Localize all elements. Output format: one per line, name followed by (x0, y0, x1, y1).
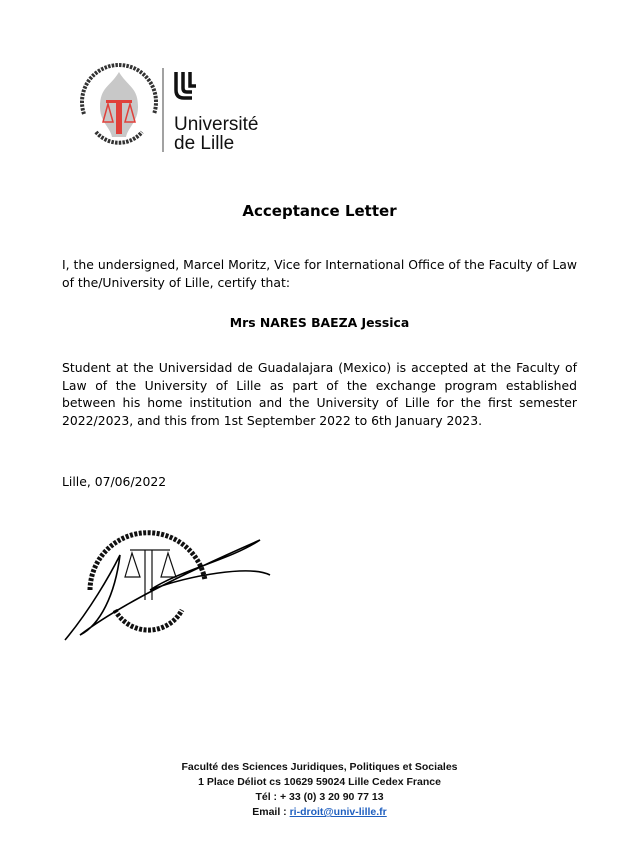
intro-paragraph: I, the undersigned, Marcel Moritz, Vice for International Office of the Faculty of Law of the/University of Lille, certify that: (62, 257, 577, 290)
footer-phone: Tél : + 33 (0) 3 20 90 77 13 (255, 791, 384, 803)
seal-icon (82, 65, 156, 143)
stamp-lettering-top (90, 533, 205, 590)
university-logo (70, 62, 270, 157)
ull-mark-icon (176, 72, 196, 98)
letter-title: Acceptance Letter (242, 202, 397, 220)
body-paragraph: Student at the Universidad de Guadalajara (Mexico) is accepted at the Faculty of Law of the University of Lille as part of the exchange program established between his home institution and the University of Lille for the first semester 2022/2023, and this from 1st September 2022 to 6th January 2023. (62, 360, 577, 428)
footer (0, 760, 639, 820)
email-link[interactable]: ri-droit@univ-lille.fr (289, 806, 387, 818)
student-name: Mrs NARES BAEZA Jessica (229, 315, 410, 330)
footer-faculty: Faculté des Sciences Juridiques, Politiques et Sociales (181, 761, 458, 773)
footer-email-label: Email : (252, 806, 290, 818)
footer-address: 1 Place Déliot cs 10629 59024 Lille Cedex France (198, 776, 441, 788)
place-date: Lille, 07/06/2022 (62, 474, 167, 489)
university-name-line1: Université (174, 114, 259, 135)
signature-stamp (60, 515, 275, 650)
stamp-lettering-bottom (115, 610, 182, 630)
university-name-line2: de Lille (174, 133, 235, 154)
